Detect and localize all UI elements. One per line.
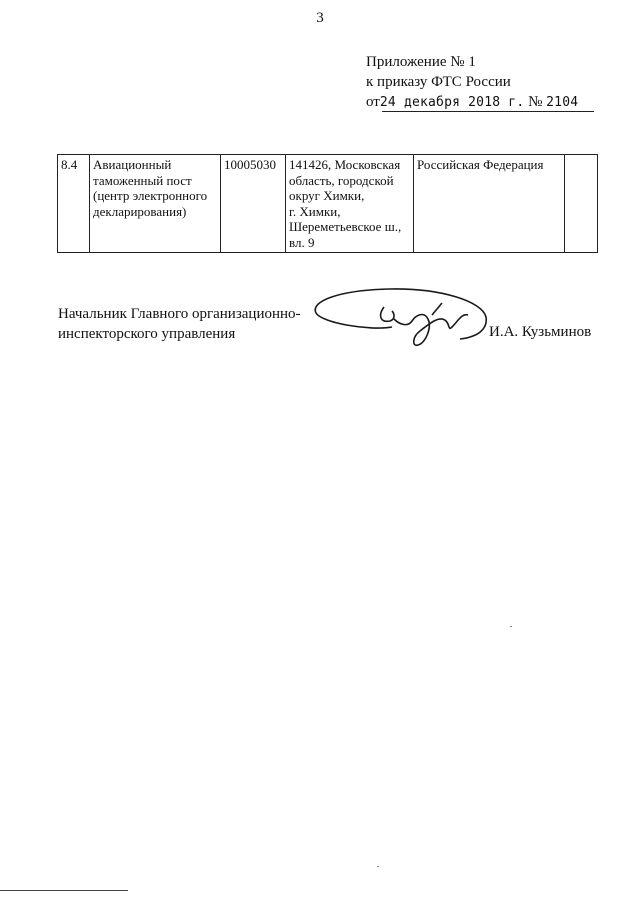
post-name-line: таможенный пост (93, 172, 192, 188)
signer-name: И.А. Кузьминов (489, 324, 592, 340)
appendix-header (366, 52, 616, 113)
customs-post-table (57, 154, 598, 253)
address-line: округ Химки, (289, 188, 365, 203)
address-line: Шереметьевское ш., (289, 219, 402, 234)
post-name-line: Авиационный (93, 157, 172, 172)
date-prefix: от (366, 94, 380, 110)
post-name-line: (центр электронного (93, 188, 208, 203)
address-line: 141426, Московская (289, 157, 401, 172)
handwritten-signature (300, 285, 495, 360)
address-cell (286, 155, 414, 253)
post-name-cell (90, 155, 221, 253)
appendix-order-ref: к приказу ФТС России (366, 74, 511, 90)
appendix-date-line (366, 92, 616, 113)
date-underline (382, 111, 594, 112)
region-cell: Российская Федерация (414, 155, 565, 253)
empty-cell (565, 155, 598, 253)
post-code: 10005030 (221, 155, 286, 253)
appendix-title: Приложение № 1 (366, 54, 476, 70)
page-number: 3 (316, 10, 324, 26)
signer-title-line: инспекторского управления (58, 326, 236, 342)
address-line: вл. 9 (289, 234, 315, 250)
table-row (58, 155, 598, 253)
row-index: 8.4 (58, 155, 90, 253)
post-name-line: декларирования) (93, 203, 187, 219)
scan-edge-line (0, 890, 128, 891)
scan-speck (510, 626, 512, 627)
address-line: область, городской (289, 172, 394, 188)
order-number: 2104 (546, 95, 579, 110)
number-sign: № (528, 94, 543, 110)
signer-title (58, 304, 301, 344)
scan-speck (377, 866, 379, 867)
address-line: г. Химки, (289, 203, 341, 219)
signer-title-line: Начальник Главного организационно- (58, 306, 301, 322)
order-date: 24 декабря 2018 г. (379, 95, 525, 110)
